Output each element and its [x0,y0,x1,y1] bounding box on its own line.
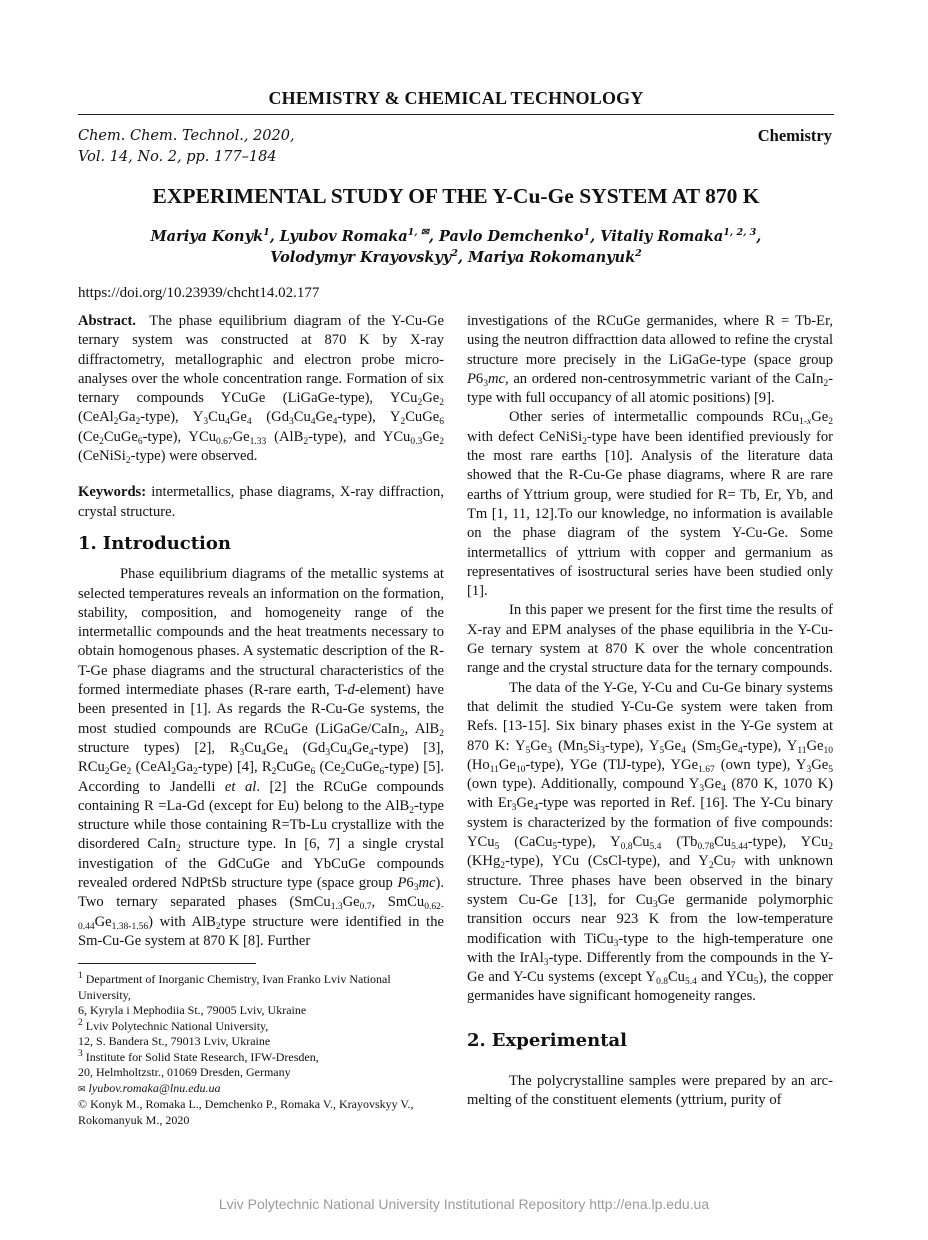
footnotes [78,972,444,1128]
author-name: Mariya Rokomanyuk [467,249,636,266]
footnote-marker: 1 [78,971,83,982]
intro-paragraph: The data of the Y-Ge, Y-Cu and Cu-Ge binary systems that delimit the studied Y-Cu-Ge system were taken from Refs. [13-15]. Six binary phases exist in the Y-Ge system at 870 K: $Y_5Ge_3$ $(Mn_5Si_3-type)$, $Y_5Ge_4$ $(Sm_5Ge_4-type)$, $Y_{11}Ge_{10}$ $(Ho_{11}Ge_{10}-type)$, YGe (TlJ-type), YGe$_{1.67}$ (own type), $Y_3Ge_5$ (own type). Additionally, compound $Y_3Ge_4$ (870 K, 1070 K) with $Er_3Ge_4$-type was reported in Ref. [16]. The Y-Cu binary system is characterized by the formation of five compounds: YCu$_5$ (CaCu$_5$-type), $Y_{0.8}Cu_{5.4}$ $(Tb_{0.78}Cu_{5.44}-type)$, YCu$_2$ (KHg$_2$-type), YCu (CsCl-type), and $Y_2Cu_7$ with unknown structure. Three phases have been observed in the binary system Cu-Ge [13], for $Cu_3Ge$ germanide polymorphic transition occurs near 923 K from the low-temperature modification with TiCu$_3$-type to the high-temperature one with the IrAl$_3$-type. Differently from the compounds in the Y-Ge and Y-Cu systems (except $Y_{0.8}Cu_{5.4}$ and YCu$_5$), the copper germanides have significant homogeneity ranges. [467,679,834,1005]
section-number: 1. [78,532,97,554]
header-rule [78,114,834,115]
footnote-text: Department of Inorganic Chemistry, Ivan Franko Lviv National University, [78,972,391,1002]
right-column [467,312,833,1111]
left-column [78,312,444,1128]
author-affiliation: 1 [263,227,270,239]
section-title: Experimental [491,1029,628,1051]
author-list [78,226,834,268]
abstract-paragraph: Abstract. The phase equilibrium diagram of the Y-Cu-Ge ternary system was constructed at 870 K by X-ray diffractometry, metallographic and electron probe micro-analyses over the whole concentration range. Formation of six ternary compounds YCuGe (LiGaGe-type), $YCu_2Ge_2$ $(CeAl_2Ga_2-type)$, $Y_3Cu_4Ge_4$ $(Gd_3Cu_4Ge_4-type)$, $Y_2CuGe_6$ $(Ce_2CuGe_6-type)$, $YCu_{0.67}Ge_{1.33}$ (AlB$_2$-type), and $YCu_{0.3}Ge_2$ (CeNiSi$_2$-type) were observed. [78,313,445,467]
author-affiliation: 2 [451,248,458,260]
footnote-2-address: 12, S. Bandera St., 79013 Lviv, Ukraine [78,1034,271,1049]
citation [78,126,295,168]
keywords-paragraph [78,483,444,522]
author-name: Vitaliy Romaka [600,228,724,245]
footnote-3 [78,1050,444,1066]
section-number: 2. [467,1029,486,1051]
footnote-copyright: © Konyk M., Romaka L., Demchenko P., Romaka V., Krayovskyy V., Rokomanyuk M., 2020 [78,1097,414,1127]
repository-footer[interactable]: Lviv Polytechnic National University Institutional Repository http://ena.lp.edu.ua [218,1196,710,1212]
author-name: Pavlo Demchenko [438,228,584,245]
article-title: EXPERIMENTAL STUDY OF THE Y-Cu-Ge SYSTEM AT 870 K [152,184,760,208]
author-affiliation: 1, ✉ [407,227,429,239]
section-title: Introduction [102,532,231,554]
doi-link[interactable]: https://doi.org/10.23939/chcht14.02.177 [78,285,320,301]
section-heading-experimental [467,1031,833,1050]
footnote-1-address: 6, Kyryla i Mephodiia St., 79005 Lviv, Ukraine [78,1003,307,1018]
author-affiliation: 1, 2, 3 [723,227,757,239]
author-name: Volodymyr Krayovskyy [270,249,452,266]
email-address[interactable]: lyubov.romaka@lnu.edu.ua [88,1080,221,1095]
author-line-1: Mariya Konyk$^1$, Lyubov Romaka$^{1, ✉}$, Pavlo Demchenko$^1$, Vitaliy Romaka$^{1, 2, 3}$, [150,227,762,245]
footnote-2 [78,1019,444,1035]
intro-paragraph: Other series of intermetallic compounds $RCu_{1-x}Ge_2$ with defect CeNiSi$_2$-type have been identified previously for the most rare earths [10]. Analysis of the literature data showed that the R-Cu-Ge phase diagrams, where R are rare earths of Yttrium group, were studied for R= Tb, Er, Yb, and Tm [1, 11, 12].To our knowledge, no information is available on the phase diagram of the system Y-Cu-Ge. Some intermetallics of yttrium with copper and germanium as representatives of isostructural series have been studied only [1]. [467,409,833,600]
intro-paragraph: In this paper we present for the first time the results of X-ray and EPM analyses of the phase equilibria in the Y-Cu-Ge ternary system at 870 K over the whole concentration range and the crystal structure data for the ternary compounds. [467,602,833,677]
footnote-rule [78,963,256,964]
footnote-marker: 2 [78,1017,83,1028]
footnote-1 [78,972,444,1003]
intro-paragraph-continued: investigations of the RCuGe germanides, where R = Tb-Er, using the neutron diffracttion data allowed to refine the crystal structure more precisely in the LiGaGe-type (space group $P6_3mc$, an ordered non-centrosymmetric variant of the CaIn$_2$-type with full occupancy of all atomic positions) [9]. [467,313,833,407]
footnote-3-address: 20, Helmholtzstr., 01069 Dresden, Germany [78,1065,291,1080]
keywords-label: Keywords: [78,484,147,501]
author-name: Mariya Konyk [150,228,264,245]
author-name: Lyubov Romaka [279,228,408,245]
keywords: intermetallics, phase diagrams, X-ray diffraction, crystal structure. [78,484,444,520]
experimental-paragraph: The polycrystalline samples were prepared by an arc-melting of the constituent elements (yttrium, purity of [467,1072,833,1109]
author-affiliation: 2 [635,248,642,260]
intro-paragraph: Phase equilibrium diagrams of the metallic systems at selected temperatures reveals an information on the formation, stability, composition, and homogeneity range of the intermetallic compounds and the heat treatments necessary to obtain homogenous phases. A systematic description of the R-T-Ge phase diagrams and the structural characteristics of the formed intermediate phases (R-rare earth, T-d-element) have been presented in [1]. As regards the R-Cu-Ge systems, the most studied compounds are RCuGe (LiGaGe/CaIn$_2$, AlB$_2$ structure types) [2], $R_3Cu_4Ge_4$ $(Gd_3Cu_4Ge_4-type)$ [3], $RCu_2Ge_2$ $(CeAl_2Ga_2-type)$ [4], $R_2CuGe_6$ $(Ce_2CuGe_6-type)$ [5]. According to Jandelli et al. [2] the RCuGe compounds containing R =La-Gd (except for Eu) belong to the AlB$_2$-type structure while those containing R=Tb-Lu crystallize with the disordered CaIn$_2$ structure type. In [6, 7] a single crystal investigation of the GdCuGe and YbCuGe compounds revealed ordered NdPtSb structure type (space group $P6_3mc$). Two ternary separated phases ($SmCu_{1.3}Ge_{0.7}$, $SmCu_{0.62-0.44}Ge_{1.38-1.56}$) with AlB$_2$type structure were identified in the Sm-Cu-Ge system at 870 K [8]. Further [78,566,444,949]
author-line-2: Volodymyr Krayovskyy$^2$, Mariya Rokomanyuk$^2$ [270,248,642,266]
section-label: Chemistry [757,126,832,145]
footnote-text: Institute for Solid State Research, IFW-Dresden, [85,1049,319,1064]
footnote-marker: 3 [78,1048,83,1059]
citation-line-2: Vol. 14, No. 2, pp. 177–184 [78,149,277,165]
footnote-email [78,1081,444,1098]
citation-line-1: Chem. Chem. Technol., 2020, [78,128,295,144]
author-affiliation: 1 [583,227,591,239]
abstract-label: Abstract. [78,313,136,329]
section-heading-introduction [78,534,444,553]
footnote-text: Lviv Polytechnic National University, [85,1018,269,1033]
envelope-icon: ✉ [78,1083,86,1094]
journal-header: CHEMISTRY & CHEMICAL TECHNOLOGY [268,88,644,108]
